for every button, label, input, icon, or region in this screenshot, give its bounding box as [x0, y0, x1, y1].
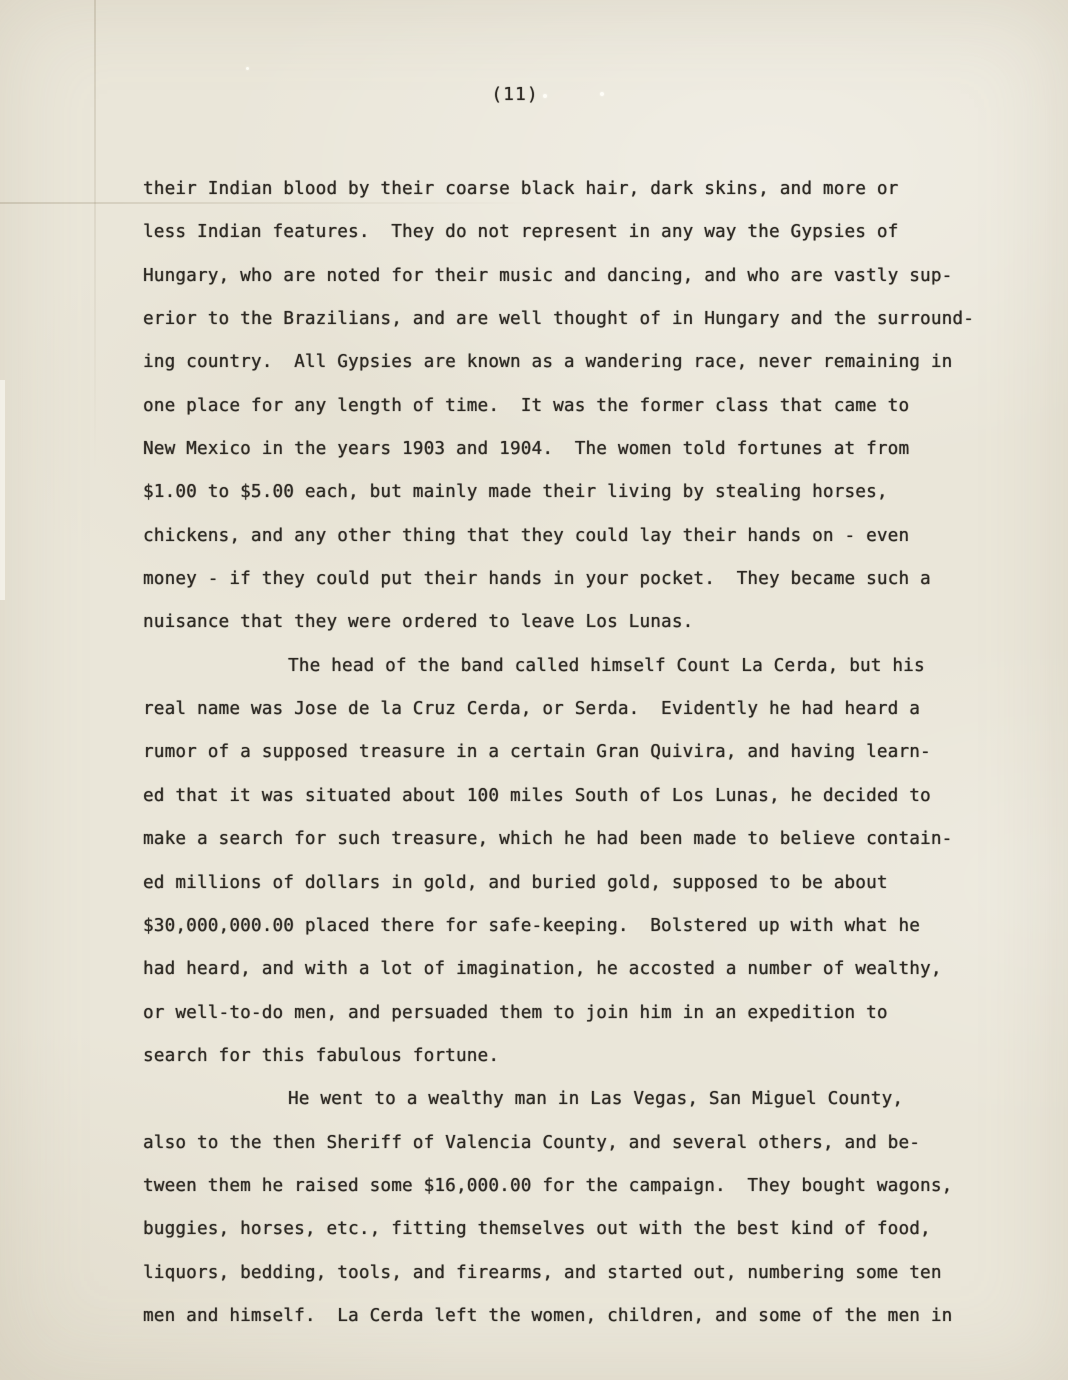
text-line: also to the then Sheriff of Valencia County, and several others, and be-: [143, 1132, 921, 1153]
text-line: less Indian features. They do not represent in any way the Gypsies of: [143, 222, 899, 243]
document-body: [143, 168, 1023, 1338]
text-line: nuisance that they were ordered to leave Los Lunas.: [143, 612, 694, 633]
text-line: $1.00 to $5.00 each, but mainly made their living by stealing horses,: [143, 482, 888, 503]
text-line: ed that it was situated about 100 miles South of Los Lunas, he decided to: [143, 785, 931, 806]
text-line: men and himself. La Cerda left the women, children, and some of the men in: [143, 1305, 953, 1326]
text-line: real name was Jose de la Cruz Cerda, or Serda. Evidently he had heard a: [143, 699, 921, 720]
text-line: $30,000,000.00 placed there for safe-keeping. Bolstered up with what he: [143, 915, 921, 936]
text-line: erior to the Brazilians, and are well thought of in Hungary and the surround-: [143, 309, 975, 330]
text-line: buggies, horses, etc., fitting themselves out with the best kind of food,: [143, 1219, 931, 1240]
paper-crease-vertical: [94, 0, 96, 470]
text-line: tween them he raised some $16,000.00 for the campaign. They bought wagons,: [143, 1175, 953, 1196]
text-line: The head of the band called himself Count La Cerda, but his: [288, 655, 925, 676]
page-number: (11): [491, 84, 539, 105]
text-line: had heard, and with a lot of imagination, he accosted a number of wealthy,: [143, 959, 942, 980]
text-line: or well-to-do men, and persuaded them to join him in an expedition to: [143, 1002, 888, 1023]
text-line: their Indian blood by their coarse black hair, dark skins, and more or: [143, 179, 899, 199]
text-line: make a search for such treasure, which he had been made to believe contain-: [143, 829, 953, 850]
text-line: money - if they could put their hands in your pocket. They became such a: [143, 569, 931, 590]
text-line: liquors, bedding, tools, and firearms, and started out, numbering some ten: [143, 1262, 942, 1283]
text-line: ing country. All Gypsies are known as a wandering race, never remaining in: [143, 352, 953, 373]
text-line: ed millions of dollars in gold, and buried gold, supposed to be about: [143, 872, 888, 893]
text-line: Hungary, who are noted for their music and dancing, and who are vastly sup-: [143, 265, 953, 286]
paper-edge-highlight: [0, 380, 5, 600]
paper-speck: [246, 67, 249, 70]
text-line: rumor of a supposed treasure in a certain Gran Quivira, and having learn-: [143, 742, 931, 763]
text-line: one place for any length of time. It was the former class that came to: [143, 395, 910, 416]
text-line: chickens, and any other thing that they could lay their hands on - even: [143, 525, 910, 546]
text-line: search for this fabulous fortune.: [143, 1045, 500, 1066]
text-line: New Mexico in the years 1903 and 1904. The women told fortunes at from: [143, 439, 910, 460]
text-line: He went to a wealthy man in Las Vegas, San Miguel County,: [288, 1089, 904, 1110]
